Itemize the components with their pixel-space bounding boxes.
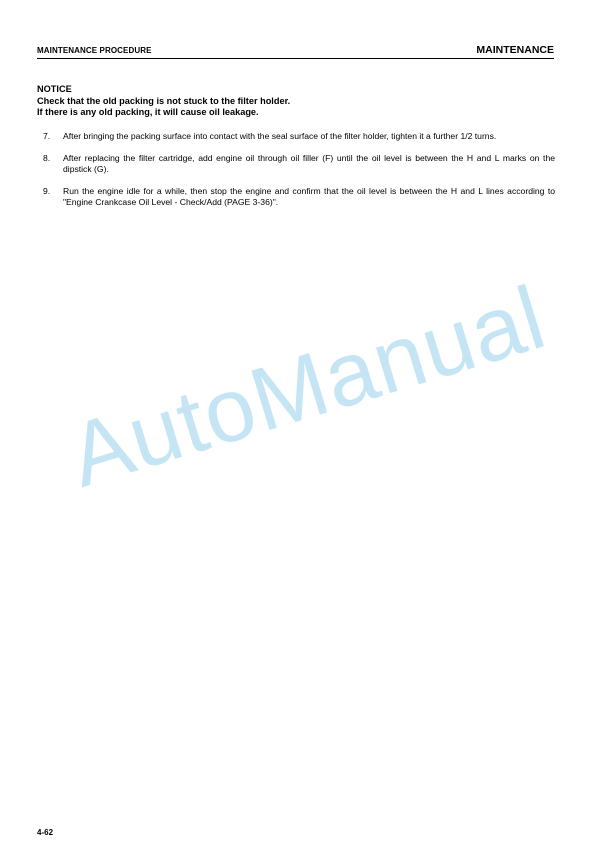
step-number: 8.	[43, 152, 51, 163]
notice-block	[37, 84, 290, 119]
page-number: 4-62	[37, 828, 54, 837]
step-text: After bringing the packing surface into contact with the seal surface of the filter holder, tighten it a further 1/2 turns.	[63, 131, 497, 141]
procedure-step	[37, 131, 555, 143]
procedure-steps	[37, 131, 555, 219]
page-header	[37, 44, 554, 59]
chapter-title: MAINTENANCE	[476, 44, 554, 56]
step-text: Run the engine idle for a while, then stop the engine and confirm that the oil level is between the H and L lines according to "Engine Crankcase Oil Level - Check/Add (PAGE 3-36)".	[63, 185, 555, 207]
procedure-step	[37, 186, 555, 209]
step-number: 7.	[43, 131, 51, 141]
section-title: MAINTENANCE PROCEDURE	[37, 46, 152, 55]
step-text: After replacing the filter cartridge, add engine oil through oil filler (F) until the oil level is between the H and L marks on the dipstick (G).	[63, 152, 555, 174]
procedure-step	[37, 153, 555, 176]
notice-line: Check that the old packing is not stuck to the filter holder.	[37, 95, 291, 106]
notice-title: NOTICE	[37, 84, 72, 94]
notice-line: If there is any old packing, it will cause oil leakage.	[37, 107, 259, 117]
watermark: AutoManual	[58, 267, 557, 507]
step-number: 9.	[43, 185, 51, 196]
